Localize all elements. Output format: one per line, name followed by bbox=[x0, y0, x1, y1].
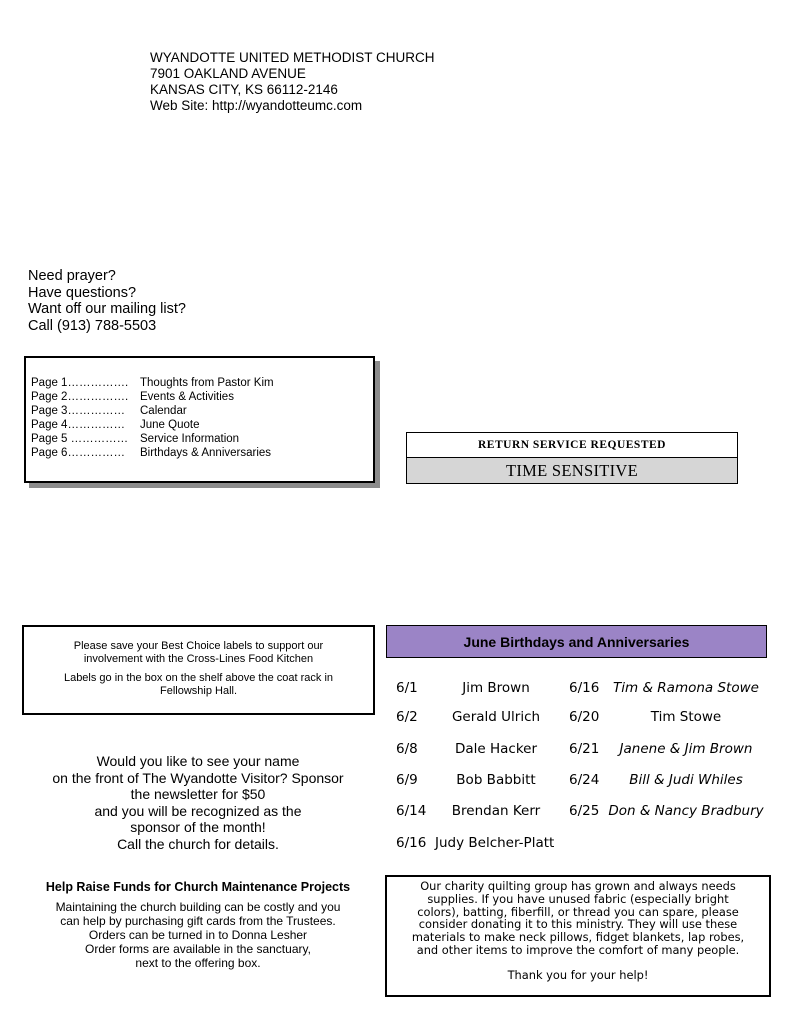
toc-page: Page 4…………… bbox=[31, 419, 125, 431]
birthday-name: Tim Stowe bbox=[650, 709, 722, 725]
return-service-requested: RETURN SERVICE REQUESTED bbox=[407, 433, 737, 458]
sponsor-notice bbox=[22, 753, 374, 852]
toc-title: Calendar bbox=[140, 405, 187, 417]
quilting-line: materials to make neck pillows, fidget blankets, lap robes, bbox=[411, 930, 745, 945]
fundraising-line: Orders can be turned in to Donna Lesher bbox=[88, 928, 308, 942]
anniversary-name: Don & Nancy Bradbury bbox=[608, 803, 764, 819]
sponsor-line: Would you like to see your name bbox=[96, 753, 300, 769]
mailing-address bbox=[150, 50, 435, 114]
sponsor-line: the newsletter for $50 bbox=[130, 786, 266, 802]
birthday-date: 6/14 bbox=[396, 803, 427, 819]
birthdays-header: June Birthdays and Anniversaries bbox=[386, 625, 767, 658]
time-sensitive-label: TIME SENSITIVE bbox=[407, 458, 737, 483]
fundraising-line: Maintaining the church building can be costly and you bbox=[55, 900, 341, 914]
birthday-date: 6/16 bbox=[396, 835, 427, 851]
toc-title: June Quote bbox=[140, 419, 200, 431]
best-choice-paragraph bbox=[24, 672, 373, 698]
city-state-zip: KANSAS CITY, KS 66112-2146 bbox=[150, 82, 338, 97]
fundraising-line: can help by purchasing gift cards from the Trustees. bbox=[60, 914, 336, 928]
prayer-line: Have questions? bbox=[28, 284, 137, 301]
toc-list bbox=[31, 376, 274, 460]
anniversary-date: 6/16 bbox=[569, 680, 600, 696]
anniversary-date: 6/21 bbox=[569, 741, 600, 757]
birthday-date: 6/8 bbox=[396, 741, 418, 757]
phone-number: Call (913) 788-5503 bbox=[28, 317, 157, 334]
quilting-line: and other items to improve the comfort of many people. bbox=[416, 942, 740, 957]
quilting-line: colors), batting, fiberfill, or thread you can spare, please bbox=[417, 904, 739, 919]
birthday-date: 6/9 bbox=[396, 772, 418, 788]
toc-title: Birthdays & Anniversaries bbox=[140, 447, 272, 459]
toc-title: Events & Activities bbox=[140, 391, 234, 403]
sponsor-line: and you will be recognized as the bbox=[94, 802, 302, 819]
birthday-name: Judy Belcher-Platt bbox=[435, 835, 555, 851]
toc-page: Page 1……………. bbox=[31, 377, 129, 389]
prayer-line: Need prayer? bbox=[28, 268, 116, 284]
quilting-line: supplies. If you have unused fabric (especially bright bbox=[427, 891, 729, 906]
toc-row bbox=[31, 446, 274, 460]
toc-page: Page 6…………… bbox=[31, 447, 125, 459]
birthday-name: Bob Babbitt bbox=[456, 772, 536, 788]
fundraising-line: Order forms are available in the sanctuary, bbox=[85, 942, 311, 956]
toc-page: Page 3…………… bbox=[31, 405, 125, 417]
table-of-contents bbox=[24, 356, 375, 483]
street-address: 7901 OAKLAND AVENUE bbox=[150, 66, 306, 81]
birthday-name: Dale Hacker bbox=[454, 741, 538, 757]
quilting-body bbox=[387, 877, 769, 957]
quilting-line: consider donating it to this ministry. They will use these bbox=[418, 917, 738, 932]
toc-row bbox=[31, 418, 274, 432]
sponsor-line: sponsor of the month! bbox=[130, 819, 266, 835]
fundraising-line: next to the offering box. bbox=[135, 956, 261, 970]
return-service-box bbox=[406, 432, 738, 484]
prayer-line: Want off our mailing list? bbox=[28, 301, 186, 317]
birthday-name: Gerald Ulrich bbox=[451, 709, 541, 725]
sponsor-line: Call the church for details. bbox=[117, 835, 279, 852]
fundraising-title: Help Raise Funds for Church Maintenance Projects bbox=[45, 880, 351, 894]
best-choice-line: Fellowship Hall. bbox=[159, 685, 238, 697]
prayer-contact bbox=[28, 268, 186, 334]
quilting-notice bbox=[385, 875, 771, 997]
quilting-thanks: Thank you for your help! bbox=[507, 967, 649, 982]
best-choice-line: involvement with the Cross-Lines Food Kitchen bbox=[83, 653, 314, 665]
toc-page: Page 2……………. bbox=[31, 391, 129, 403]
toc-row bbox=[31, 390, 274, 404]
birthday-date: 6/2 bbox=[396, 709, 418, 725]
anniversary-date: 6/24 bbox=[569, 772, 600, 788]
website: Web Site: http://wyandotteumc.com bbox=[150, 98, 363, 113]
anniversary-name: Janene & Jim Brown bbox=[619, 741, 753, 757]
birthday-date: 6/1 bbox=[396, 680, 418, 696]
sponsor-line: on the front of The Wyandotte Visitor? Sponsor bbox=[52, 769, 344, 786]
quilting-line: Our charity quilting group has grown and always needs bbox=[420, 879, 736, 893]
toc-row bbox=[31, 432, 274, 446]
toc-row bbox=[31, 404, 274, 418]
fundraising-notice bbox=[22, 880, 374, 970]
anniversary-name: Bill & Judi Whiles bbox=[629, 772, 743, 788]
toc-title: Thoughts from Pastor Kim bbox=[140, 377, 274, 389]
anniversary-date: 6/25 bbox=[569, 803, 600, 819]
church-name: WYANDOTTE UNITED METHODIST CHURCH bbox=[150, 50, 435, 65]
birthday-date: 6/20 bbox=[569, 709, 600, 725]
best-choice-paragraph bbox=[24, 640, 373, 666]
birthday-name: Brendan Kerr bbox=[451, 803, 541, 819]
best-choice-line: Please save your Best Choice labels to support our bbox=[73, 640, 324, 652]
birthday-name: Jim Brown bbox=[462, 680, 530, 696]
toc-title: Service Information bbox=[140, 433, 240, 445]
anniversary-name: Tim & Ramona Stowe bbox=[613, 680, 759, 696]
toc-row bbox=[31, 376, 274, 390]
best-choice-labels-box bbox=[22, 625, 375, 715]
toc-page: Page 5 …………… bbox=[31, 433, 129, 445]
best-choice-line: Labels go in the box on the shelf above the coat rack in bbox=[63, 672, 334, 684]
